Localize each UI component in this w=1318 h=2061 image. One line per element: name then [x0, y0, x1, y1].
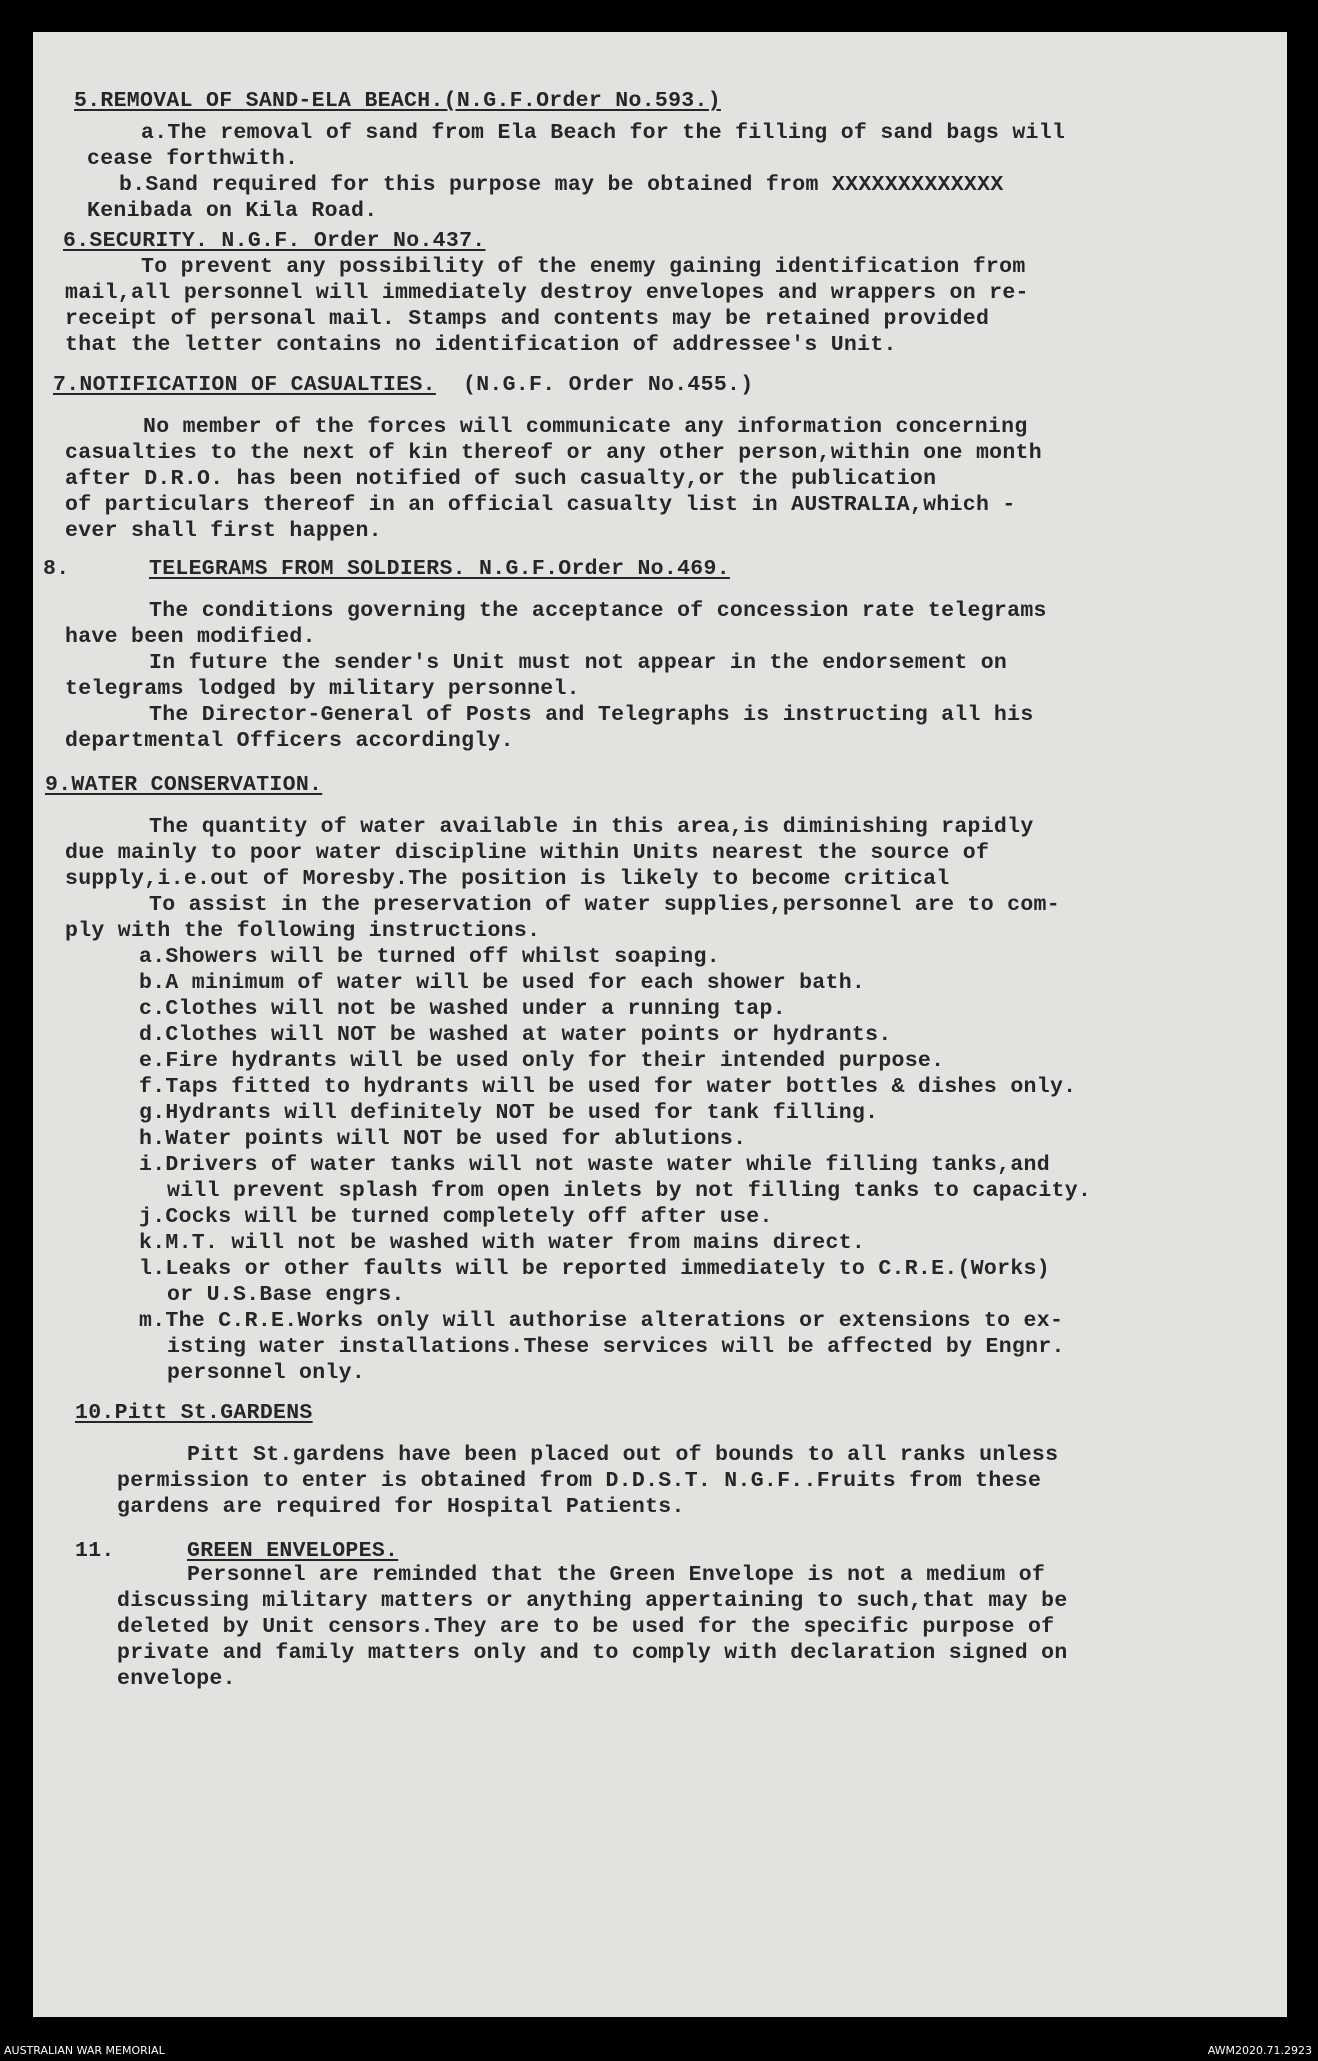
document-page: [33, 32, 1287, 2017]
section-8-line: The conditions governing the acceptance of concession rate telegrams: [149, 599, 1047, 623]
section-11-line: private and family matters only and to comply with declaration signed on: [117, 1641, 1068, 1665]
section-6-line: mail,all personnel will immediately destroy envelopes and wrappers on re-: [65, 281, 1029, 305]
section-9-item: will prevent splash from open inlets by not filling tanks to capacity.: [167, 1179, 1092, 1203]
section-11-line: envelope.: [117, 1667, 236, 1691]
section-8-line: The Director-General of Posts and Telegraphs is instructing all his: [149, 703, 1034, 727]
section-7-order: (N.G.F. Order No.455.): [463, 373, 754, 397]
section-9-item: k.M.T. will not be washed with water from mains direct.: [139, 1231, 866, 1255]
section-9-item: or U.S.Base engrs.: [167, 1283, 405, 1307]
section-9-item: isting water installations.These services will be affected by Engnr.: [167, 1335, 1065, 1359]
section-11-line: deleted by Unit censors.They are to be used for the specific purpose of: [117, 1615, 1055, 1639]
section-5-heading: 5.REMOVAL OF SAND-ELA BEACH.(N.G.F.Order No.593.): [74, 89, 721, 113]
footer-credit: AUSTRALIAN WAR MEMORIAL: [4, 2044, 165, 2057]
section-9-line: supply,i.e.out of Moresby.The position is likely to become critical: [65, 867, 950, 891]
section-7-heading: 7.NOTIFICATION OF CASUALTIES.: [53, 373, 436, 397]
section-6-line: To prevent any possibility of the enemy gaining identification from: [141, 255, 1026, 279]
section-9-item: g.Hydrants will definitely NOT be used for tank filling.: [139, 1101, 879, 1125]
section-8-number: 8.: [43, 557, 70, 581]
section-9-item: j.Cocks will be turned completely off after use.: [139, 1205, 773, 1229]
section-6-heading: 6.SECURITY. N.G.F. Order No.437.: [63, 229, 486, 253]
section-5-line: Kenibada on Kila Road.: [87, 199, 378, 223]
section-9-line: To assist in the preservation of water supplies,personnel are to com-: [149, 893, 1060, 917]
section-10-line: permission to enter is obtained from D.D.S.T. N.G.F..Fruits from these: [117, 1469, 1042, 1493]
section-11-heading: GREEN ENVELOPES.: [187, 1539, 399, 1563]
section-9-item: m.The C.R.E.Works only will authorise alterations or extensions to ex-: [139, 1309, 1064, 1333]
section-8-line: telegrams lodged by military personnel.: [65, 677, 580, 701]
section-9-item: personnel only.: [167, 1361, 366, 1385]
section-9-item: i.Drivers of water tanks will not waste water while filling tanks,and: [139, 1153, 1050, 1177]
section-6-line: receipt of personal mail. Stamps and contents may be retained provided: [65, 307, 990, 331]
section-7-line: of particulars thereof in an official casualty list in AUSTRALIA,which -: [65, 493, 1016, 517]
section-10-heading: 10.Pitt St.GARDENS: [75, 1401, 313, 1425]
section-9-item: d.Clothes will NOT be washed at water points or hydrants.: [139, 1023, 892, 1047]
section-11-line: discussing military matters or anything appertaining to such,that may be: [117, 1589, 1068, 1613]
section-7-line: ever shall first happen.: [65, 519, 382, 543]
section-8-line: have been modified.: [65, 625, 316, 649]
section-5-line: cease forthwith.: [87, 147, 299, 171]
section-7-line: casualties to the next of kin thereof or any other person,within one month: [65, 441, 1042, 465]
section-9-item: e.Fire hydrants will be used only for their intended purpose.: [139, 1049, 945, 1073]
section-6-line: that the letter contains no identification of addressee's Unit.: [65, 333, 897, 357]
section-9-item: a.Showers will be turned off whilst soaping.: [139, 945, 720, 969]
section-9-line: due mainly to poor water discipline within Units nearest the source of: [65, 841, 990, 865]
section-11-number: 11.: [75, 1539, 115, 1563]
section-9-item: l.Leaks or other faults will be reported immediately to C.R.E.(Works): [139, 1257, 1050, 1281]
section-8-line: In future the sender's Unit must not appear in the endorsement on: [149, 651, 1008, 675]
section-9-item: b.A minimum of water will be used for each shower bath.: [139, 971, 866, 995]
section-8-line: departmental Officers accordingly.: [65, 729, 514, 753]
section-10-line: Pitt St.gardens have been placed out of bounds to all ranks unless: [187, 1443, 1059, 1467]
section-10-line: gardens are required for Hospital Patients.: [117, 1495, 685, 1519]
section-9-item: h.Water points will NOT be used for ablutions.: [139, 1127, 747, 1151]
section-11-line: Personnel are reminded that the Green Envelope is not a medium of: [187, 1563, 1046, 1587]
section-7-line: after D.R.O. has been notified of such casualty,or the publication: [65, 467, 937, 491]
footer-accession-number: AWM2020.71.2923: [1207, 2044, 1312, 2057]
section-9-item: c.Clothes will not be washed under a running tap.: [139, 997, 786, 1021]
section-9-line: The quantity of water available in this area,is diminishing rapidly: [149, 815, 1034, 839]
section-7-line: No member of the forces will communicate any information concerning: [143, 415, 1028, 439]
section-5-line: a.The removal of sand from Ela Beach for the filling of sand bags will: [141, 121, 1066, 145]
section-9-line: ply with the following instructions.: [65, 919, 541, 943]
section-9-heading: 9.WATER CONSERVATION.: [45, 773, 323, 797]
section-5-line: b.Sand required for this purpose may be obtained from XXXXXXXXXXXXX: [119, 173, 1004, 197]
section-9-item: f.Taps fitted to hydrants will be used for water bottles & dishes only.: [139, 1075, 1077, 1099]
section-8-heading: TELEGRAMS FROM SOLDIERS. N.G.F.Order No.469.: [149, 557, 730, 581]
